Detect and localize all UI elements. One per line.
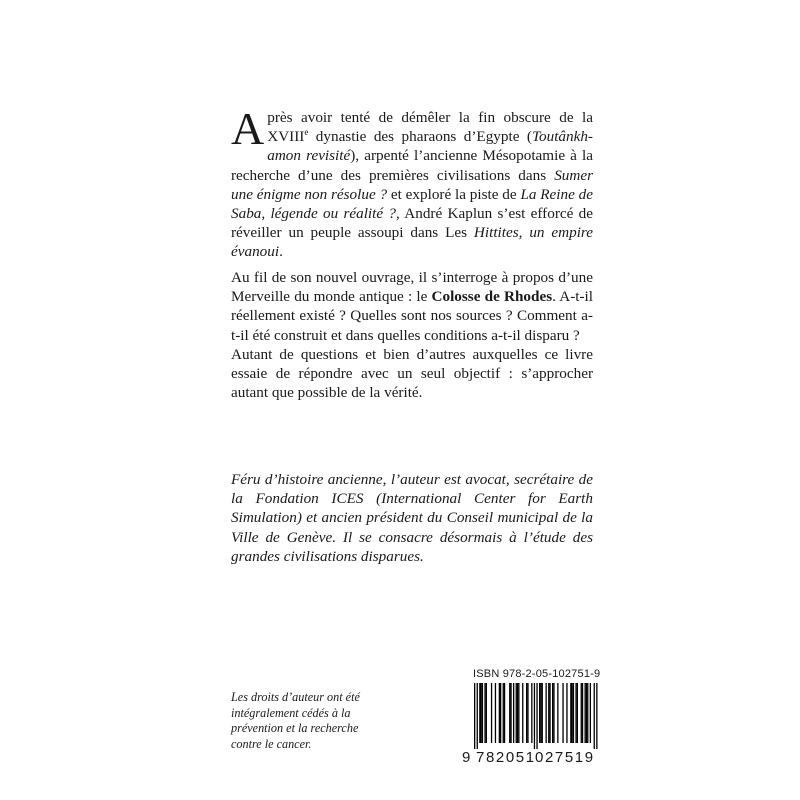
- barcode-bar: [587, 683, 588, 743]
- barcode-bar: [504, 683, 505, 743]
- drop-cap: A: [231, 103, 265, 154]
- barcode-bar: [477, 683, 478, 749]
- barcode-bar: [503, 683, 504, 743]
- barcode-bar: [548, 683, 549, 743]
- barcode-bar: [526, 683, 527, 743]
- barcode-bar: [531, 683, 532, 743]
- barcode-bar: [509, 683, 510, 743]
- barcode-bar: [585, 683, 586, 743]
- barcode-bar: [590, 683, 591, 743]
- barcode-bar: [566, 683, 567, 743]
- barcode-bar: [575, 683, 576, 743]
- intro-text-part: ), arpenté l’ancienne Mésopotamie à la recherche d’une des premières civilisations dans: [231, 147, 594, 184]
- barcode-bar: [481, 683, 482, 743]
- barcode: [462, 683, 600, 749]
- book-title-toutankhamon: Toutânkh-amon revisité: [267, 128, 593, 165]
- barcode-bar: [577, 683, 578, 743]
- rights-note: [231, 690, 391, 752]
- barcode-bar: [557, 683, 558, 743]
- book-title-saba: La Reine de Saba, légende ou réalité ?: [231, 185, 593, 223]
- book-title-hittites: Hittites, un empire évanoui: [231, 224, 594, 261]
- barcode-bar: [491, 683, 492, 743]
- rights-note-text: Les droits d’auteur ont été intégralement cédés à la prévention et la recherche contre le cancer.: [231, 690, 360, 751]
- intro-text-part: , André Kaplun s’est efforcé de réveiller un peuple assoupi dans Les: [231, 205, 594, 242]
- barcode-bar: [572, 683, 573, 743]
- barcode-bar: [510, 683, 511, 743]
- colossus-title: Colosse de Rhodes: [431, 288, 553, 306]
- barcode-bar: [527, 683, 528, 743]
- dynasty-numeral: XVIII: [267, 128, 305, 146]
- barcode-bar: [546, 683, 547, 743]
- barcode-bar: [513, 683, 514, 743]
- barcode-bar: [594, 683, 595, 749]
- intro-paragraph: [231, 103, 594, 262]
- barcode-bar: [484, 683, 485, 743]
- intro-text-part: dynastie des pharaons d’Egypte (: [308, 128, 532, 146]
- barcode-left-digits: 782051: [476, 749, 536, 766]
- third-paragraph-text: Autant de questions et bien d’autres auxquelles ce livre essaie de répondre avec un seul objectif : s’approcher autant que possible de la vérité.: [231, 346, 593, 402]
- barcode-bar: [518, 683, 519, 743]
- barcode-bar: [536, 683, 537, 749]
- barcode-bar: [495, 683, 496, 743]
- barcode-bar: [540, 683, 541, 743]
- barcode-bar: [500, 683, 501, 743]
- barcode-bar: [552, 683, 553, 743]
- barcode-bar: [474, 683, 475, 749]
- barcode-bar: [586, 683, 587, 743]
- barcode-bar: [542, 683, 543, 743]
- barcode-bar: [582, 683, 583, 743]
- author-bio: [231, 470, 593, 566]
- intro-text-part: .: [279, 243, 283, 261]
- second-paragraph-text: [231, 268, 593, 345]
- barcode-first-digit: 9: [462, 749, 471, 766]
- barcode-bar: [499, 683, 500, 743]
- barcode-bar: [486, 683, 487, 743]
- book-title-sumer: Sumer une énigme non résolue ?: [231, 166, 593, 203]
- barcode-bar: [534, 683, 535, 749]
- barcode-bar: [562, 683, 563, 743]
- barcode-bar: [573, 683, 574, 743]
- barcode-bar: [517, 683, 518, 743]
- barcode-bar: [479, 683, 480, 743]
- intro-text-part: près avoir tenté de démêler la fin obscure de la: [267, 109, 593, 126]
- intro-text: [231, 103, 594, 262]
- barcode-bar: [596, 683, 597, 749]
- paragraph-text-part: Au fil de son nouvel ouvrage, il s’interroge à propos d’une Merveille du monde antique : le: [231, 269, 593, 306]
- ordinal-suffix: e: [304, 127, 309, 138]
- isbn-label: ISBN 978-2-05-102751-9: [473, 668, 601, 680]
- third-paragraph: [231, 345, 593, 403]
- isbn-barcode-block: [462, 665, 600, 765]
- author-bio-text: Féru d’histoire ancienne, l’auteur est avocat, secrétaire de la Fondation ICES (International Center for Earth Simulation) et ancien président du Conseil municipal de la Ville de Genève. Il se consacre désormais à l’étude des grandes civilisations disparues.: [231, 471, 593, 565]
- barcode-bar: [482, 683, 483, 743]
- barcode-bar: [581, 683, 582, 743]
- barcode-bar: [549, 683, 550, 743]
- barcode-bar: [539, 683, 540, 743]
- barcode-bar: [516, 683, 517, 743]
- barcode-right-digits: 027519: [535, 749, 595, 766]
- paragraph-text-part: . A-t-il réellement existé ? Quelles sont nos sources ? Comment a-t-il été construit et dans quelles conditions a-t-il disparu ?: [231, 288, 593, 344]
- barcode-bar: [553, 683, 554, 743]
- barcode-bar: [570, 683, 571, 743]
- second-paragraph: [231, 268, 593, 345]
- intro-text-part: et exploré la piste de: [387, 185, 521, 203]
- barcode-bar: [522, 683, 523, 743]
